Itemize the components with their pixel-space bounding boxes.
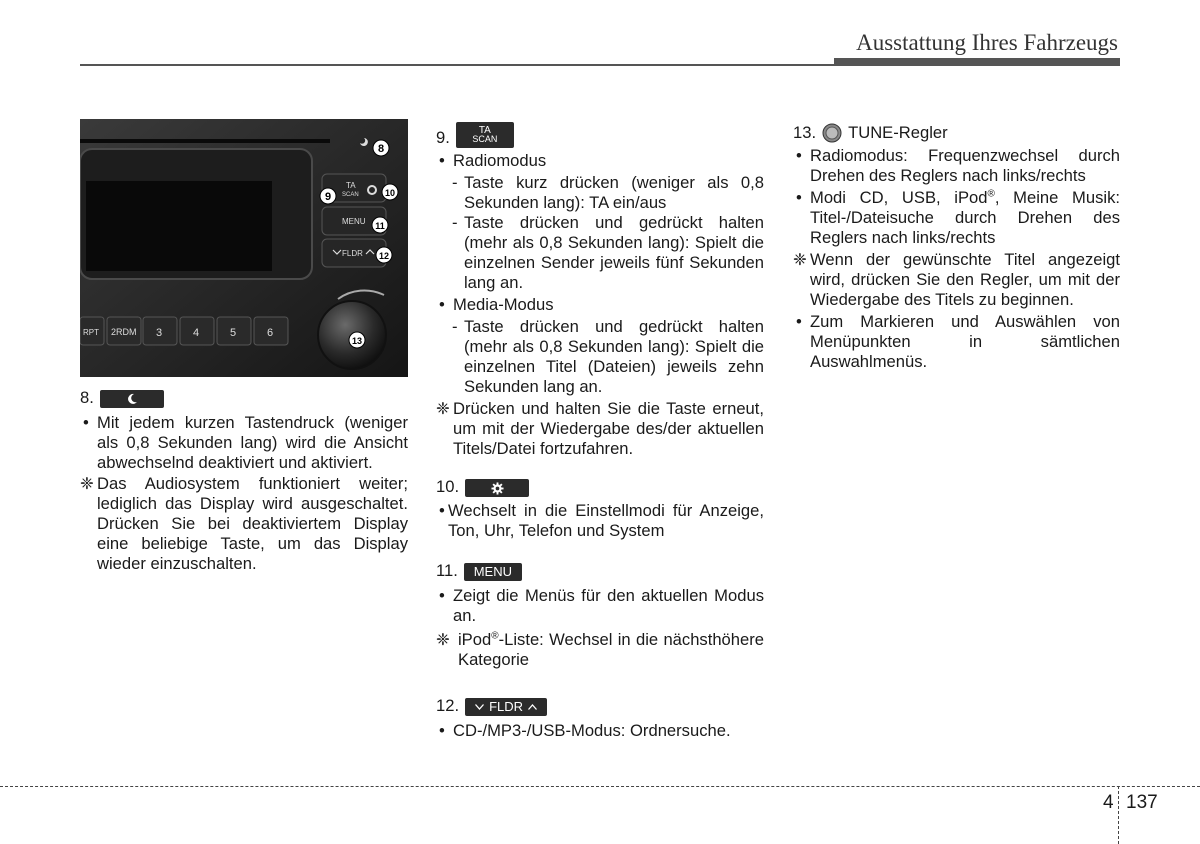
fldr-button-icon [465, 698, 547, 716]
media-dash-1-text: Taste drücken und gedrückt halten (mehr als 0,8 Sekunden lang): Spielt die einzelnen Titel (Dateien) jeweils zehn Sekunden lang an. [464, 317, 764, 396]
menu-label: MENU [342, 217, 366, 226]
note-symbol: ❈ [436, 630, 450, 649]
tune-bullet-2-part-a: Modi CD, USB, iPod [810, 188, 988, 207]
page-number: 137 [1126, 792, 1158, 813]
preset-6: 6 [267, 327, 274, 339]
ta-scan-bottom: SCAN [472, 134, 498, 144]
item-8-bullet: • Mit jedem kurzen Tastendruck (weniger als 0,8 Sekunden lang) wird die Ansicht abwechselnd deaktiviert und aktiviert. [80, 413, 408, 473]
item-9-note-text: Drücken und halten Sie die Taste erneut, um mit der Wiedergabe des/der aktuellen Titels/Datei fortzufahren. [453, 399, 764, 458]
moon-icon [126, 393, 138, 405]
tune-note [793, 250, 1120, 310]
item-10-bullet: • Wechselt in die Einstellmodi für Anzeige, Ton, Uhr, Telefon und System [436, 501, 764, 541]
fldr-label: FLDR [489, 699, 524, 714]
dash-symbol: - [452, 173, 458, 192]
ta-scan-top: TA [478, 125, 491, 136]
tune-note-text: Wenn der gewünschte Titel angezeigt wird, drücken Sie den Regler, um mit der Wiedergabe des Titels zu beginnen. [810, 250, 1120, 309]
item-9-heading [436, 122, 764, 148]
item-11-heading [436, 561, 764, 581]
callout-11: 11 [375, 221, 385, 231]
column-1 [80, 388, 408, 574]
chevron-up-icon [528, 704, 537, 710]
dash-symbol: - [452, 317, 458, 336]
item-12-heading [436, 696, 764, 716]
preset-5: 5 [230, 327, 237, 339]
menu-button-icon: MENU [464, 563, 522, 581]
item-11-number: 11. [436, 561, 458, 580]
registered-mark: ® [491, 630, 499, 642]
section-title: Ausstattung Ihres Fahrzeugs [856, 30, 1118, 55]
item-13-heading [793, 123, 1120, 143]
item-11-note-part-a: iPod [458, 630, 492, 649]
callout-13: 13 [351, 336, 363, 346]
note-symbol: ❈ [793, 250, 807, 269]
item-12-number: 12. [436, 696, 460, 715]
column-2 [436, 122, 764, 741]
preset-2rdm: 2RDM [111, 327, 137, 337]
preset-4: 4 [193, 327, 200, 339]
ta-label: TA [346, 181, 356, 190]
media-mode-label: • Media-Modus [436, 295, 764, 315]
radio-mode-label: • Radiomodus [436, 151, 764, 171]
tune-bullet-3: • Zum Markieren und Auswählen von Menüpunkten in sämtlichen Auswahlmenüs. [793, 312, 1120, 372]
tune-knob-icon [822, 123, 842, 143]
callout-8: 8 [377, 143, 385, 155]
media-dash-1 [436, 317, 764, 397]
registered-mark: ® [987, 188, 995, 200]
fldr-label: FLDR [342, 249, 363, 258]
item-8-note-text: Das Audiosystem funktioniert weiter; lediglich das Display wird ausgeschaltet. Drücken Sie bei deaktiviertem Display eine beliebige Taste, um das Display wieder einzuschalten. [97, 474, 408, 573]
item-10-heading [436, 477, 764, 497]
radio-dash-1-text: Taste kurz drücken (weniger als 0,8 Sekunden lang): TA ein/aus [464, 173, 764, 212]
ta-scan-button-icon [456, 122, 514, 148]
display-off-button-icon [100, 390, 164, 408]
callout-12: 12 [378, 251, 390, 261]
item-10-number: 10. [436, 477, 460, 496]
radio-dash-2-text: Taste drücken und gedrückt halten (mehr als 0,8 Sekunden lang): Spielt die einzelnen Sender jeweils fünf Sekunden lang an. [464, 213, 764, 292]
note-symbol: ❈ [80, 474, 94, 493]
item-8-heading [80, 388, 408, 408]
scan-label: SCAN [342, 192, 359, 198]
item-8-number: 8. [80, 388, 94, 407]
dash-symbol: - [452, 213, 458, 232]
tune-bullet-2 [793, 188, 1120, 248]
item-11-note [436, 630, 764, 670]
item-11-note-part-b: -Liste: Wechsel in die nächsthöhere Kategorie [458, 630, 764, 669]
item-12-bullet: • CD-/MP3-/USB-Modus: Ordnersuche. [436, 721, 764, 741]
footer-divider [1118, 786, 1119, 844]
radio-dash-1 [436, 173, 764, 213]
item-11-bullet: • Zeigt die Menüs für den aktuellen Modus an. [436, 586, 764, 626]
column-3 [793, 123, 1120, 372]
footer-rule [0, 786, 1200, 787]
item-13-title: TUNE-Regler [848, 123, 948, 142]
chapter-number: 4 [1103, 792, 1114, 813]
item-13-number: 13. [793, 123, 817, 142]
radio-dash-2 [436, 213, 764, 293]
tune-bullet-1: • Radiomodus: Frequenzwechsel durch Drehen des Reglers nach links/rechts [793, 146, 1120, 186]
gear-icon [491, 482, 504, 495]
header-rule [80, 64, 1120, 66]
settings-button-icon [465, 479, 529, 497]
item-9-number: 9. [436, 128, 450, 147]
chevron-down-icon [475, 704, 484, 710]
item-9-note [436, 399, 764, 459]
note-symbol: ❈ [436, 399, 450, 418]
callout-9: 9 [324, 191, 332, 203]
item-8-note [80, 474, 408, 574]
audio-unit-photo [80, 119, 408, 377]
callout-10: 10 [384, 188, 396, 198]
preset-rpt: RPT [83, 328, 99, 337]
tune-bullet-2-part-b: , Meine Musik: Titel-/Dateisuche durch Drehen des Reglers nach links/rechts [810, 188, 1120, 247]
preset-3: 3 [156, 327, 163, 339]
